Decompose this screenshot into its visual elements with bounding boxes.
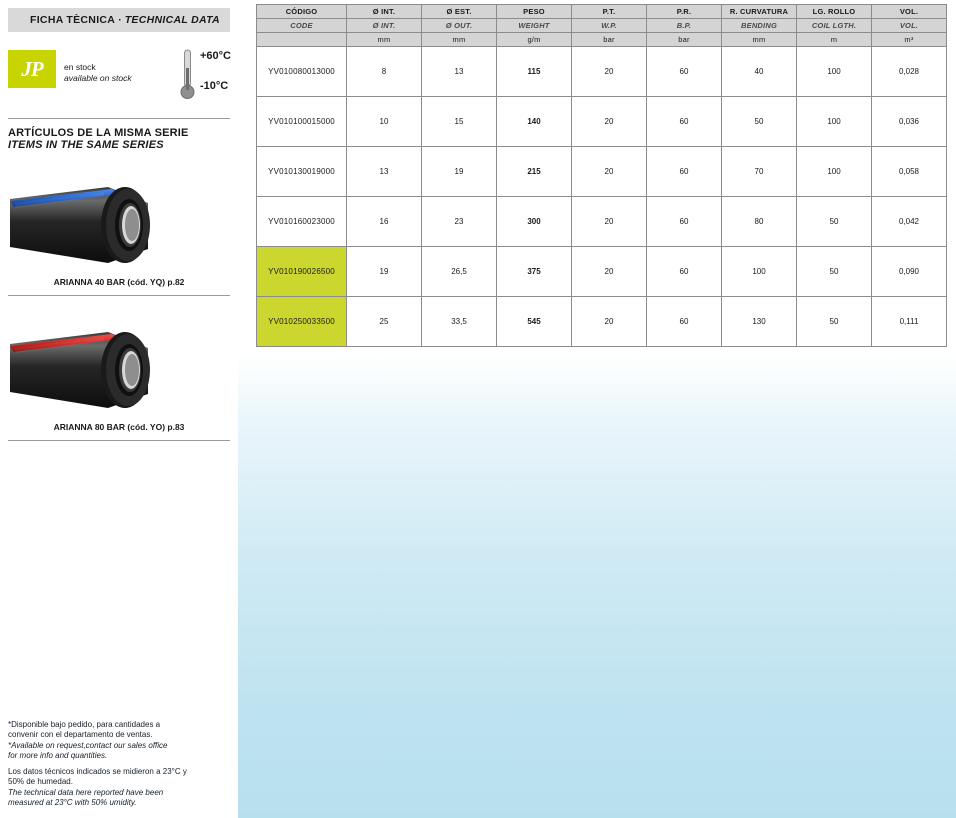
header-title-es: FICHA TÈCNICA bbox=[30, 14, 116, 26]
series-item-2[interactable] bbox=[8, 308, 230, 441]
cell-volume: 0,028 bbox=[872, 47, 947, 97]
cell-bending-radius: 80 bbox=[722, 197, 797, 247]
cell-outer-diameter: 33,5 bbox=[422, 297, 497, 347]
th-outer-diameter-en: Ø OUT. bbox=[422, 19, 497, 33]
th-working-pressure-es: P.T. bbox=[572, 5, 647, 19]
table-row[interactable] bbox=[257, 197, 947, 247]
technical-data-table bbox=[256, 4, 947, 347]
series-item-1-caption: ARIANNA 40 BAR (cód. YQ) p.82 bbox=[53, 277, 185, 287]
th-unit-volume: m³ bbox=[872, 33, 947, 47]
cell-burst-pressure: 60 bbox=[647, 247, 722, 297]
cell-bending-radius: 70 bbox=[722, 147, 797, 197]
table-header-row-units bbox=[257, 33, 947, 47]
series-divider-2 bbox=[8, 440, 230, 441]
cell-outer-diameter: 19 bbox=[422, 147, 497, 197]
stock-label-es: en stock bbox=[64, 62, 96, 72]
footnote-2-es-line1: Los datos técnicos indicados se midieron a 23°C y bbox=[8, 767, 187, 777]
hose-image-blue bbox=[8, 163, 230, 273]
th-unit-working-pressure: bar bbox=[572, 33, 647, 47]
cell-coil-length: 50 bbox=[797, 297, 872, 347]
cell-inner-diameter: 10 bbox=[347, 97, 422, 147]
stock-label-en: available on stock bbox=[64, 72, 132, 83]
th-burst-pressure-es: P.R. bbox=[647, 5, 722, 19]
cell-weight: 115 bbox=[497, 47, 572, 97]
temperature-range-indicator bbox=[178, 46, 230, 102]
temperature-min-label: -10°C bbox=[200, 80, 229, 92]
th-unit-outer-diameter: mm bbox=[422, 33, 497, 47]
footnote-1-es-line2: convenir con el departamento de ventas. bbox=[8, 730, 153, 740]
th-inner-diameter-es: Ø INT. bbox=[347, 5, 422, 19]
table-body bbox=[257, 47, 947, 347]
footnote-2-en-line1: The technical data here reported have been bbox=[8, 787, 164, 797]
cell-code: YV010130019000 bbox=[257, 147, 347, 197]
cell-outer-diameter: 15 bbox=[422, 97, 497, 147]
table-header-row-es bbox=[257, 5, 947, 19]
table-row[interactable] bbox=[257, 97, 947, 147]
cell-burst-pressure: 60 bbox=[647, 297, 722, 347]
cell-volume: 0,058 bbox=[872, 147, 947, 197]
header-separator: · bbox=[118, 14, 122, 26]
cell-coil-length: 100 bbox=[797, 147, 872, 197]
cell-coil-length: 50 bbox=[797, 197, 872, 247]
cell-burst-pressure: 60 bbox=[647, 97, 722, 147]
th-volume-en: VOL. bbox=[872, 19, 947, 33]
cell-code: YV010190026500 bbox=[257, 247, 347, 297]
table-header-row-en bbox=[257, 19, 947, 33]
same-series-title-es: ARTÍCULOS DE LA MISMA SERIE bbox=[8, 127, 189, 139]
thermometer-icon bbox=[178, 46, 198, 102]
temperature-max-label: +60°C bbox=[200, 50, 232, 62]
technical-data-table-wrapper bbox=[256, 4, 947, 347]
cell-working-pressure: 20 bbox=[572, 297, 647, 347]
cell-inner-diameter: 16 bbox=[347, 197, 422, 247]
th-unit-coil-length: m bbox=[797, 33, 872, 47]
stock-and-temperature-row bbox=[8, 50, 230, 108]
cell-burst-pressure: 60 bbox=[647, 197, 722, 247]
cell-bending-radius: 100 bbox=[722, 247, 797, 297]
cell-coil-length: 100 bbox=[797, 97, 872, 147]
cell-burst-pressure: 60 bbox=[647, 147, 722, 197]
cell-working-pressure: 20 bbox=[572, 47, 647, 97]
same-series-heading bbox=[8, 118, 230, 151]
cell-outer-diameter: 26,5 bbox=[422, 247, 497, 297]
cell-working-pressure: 20 bbox=[572, 97, 647, 147]
cell-weight: 140 bbox=[497, 97, 572, 147]
th-unit-bending-radius: mm bbox=[722, 33, 797, 47]
cell-volume: 0,036 bbox=[872, 97, 947, 147]
cell-weight: 215 bbox=[497, 147, 572, 197]
table-row[interactable] bbox=[257, 147, 947, 197]
th-unit-burst-pressure: bar bbox=[647, 33, 722, 47]
footnote-2-es-line2: 50% de humedad. bbox=[8, 777, 73, 787]
th-bending-radius-en: BENDING bbox=[722, 19, 797, 33]
cell-volume: 0,090 bbox=[872, 247, 947, 297]
table-row[interactable] bbox=[257, 297, 947, 347]
footnote-1-en-line1: *Available on request,contact our sales office bbox=[8, 740, 168, 750]
cell-bending-radius: 40 bbox=[722, 47, 797, 97]
cell-outer-diameter: 23 bbox=[422, 197, 497, 247]
cell-inner-diameter: 25 bbox=[347, 297, 422, 347]
table-row[interactable] bbox=[257, 247, 947, 297]
th-volume-es: VOL. bbox=[872, 5, 947, 19]
cell-volume: 0,042 bbox=[872, 197, 947, 247]
th-inner-diameter-en: Ø INT. bbox=[347, 19, 422, 33]
cell-code: YV010080013000 bbox=[257, 47, 347, 97]
th-outer-diameter-es: Ø EST. bbox=[422, 5, 497, 19]
th-coil-length-es: LG. ROLLO bbox=[797, 5, 872, 19]
jp-logo bbox=[8, 50, 56, 88]
footnote-2-en-line2: measured at 23°C with 50% umidity. bbox=[8, 797, 137, 807]
table-row[interactable] bbox=[257, 47, 947, 97]
series-item-1[interactable] bbox=[8, 163, 230, 296]
series-item-2-caption: ARIANNA 80 BAR (cód. YO) p.83 bbox=[53, 422, 185, 432]
same-series-title-en: ITEMS IN THE SAME SERIES bbox=[8, 139, 164, 151]
cell-working-pressure: 20 bbox=[572, 197, 647, 247]
th-coil-length-en: COIL LGTH. bbox=[797, 19, 872, 33]
cell-working-pressure: 20 bbox=[572, 147, 647, 197]
cell-weight: 375 bbox=[497, 247, 572, 297]
series-divider-1 bbox=[8, 295, 230, 296]
th-working-pressure-en: W.P. bbox=[572, 19, 647, 33]
cell-inner-diameter: 8 bbox=[347, 47, 422, 97]
stock-availability-text bbox=[64, 62, 132, 83]
cell-working-pressure: 20 bbox=[572, 247, 647, 297]
th-weight-en: WEIGHT bbox=[497, 19, 572, 33]
th-code-es: CÓDIGO bbox=[257, 5, 347, 19]
jp-logo-text: JP bbox=[21, 56, 43, 81]
cell-weight: 545 bbox=[497, 297, 572, 347]
hose-image-red bbox=[8, 308, 230, 418]
th-unit-inner-diameter: mm bbox=[347, 33, 422, 47]
cell-coil-length: 50 bbox=[797, 247, 872, 297]
cell-code: YV010100015000 bbox=[257, 97, 347, 147]
cell-outer-diameter: 13 bbox=[422, 47, 497, 97]
th-unit-code bbox=[257, 33, 347, 47]
cell-coil-length: 100 bbox=[797, 47, 872, 97]
technical-data-header-bar bbox=[8, 8, 230, 32]
cell-weight: 300 bbox=[497, 197, 572, 247]
footnote-measurement-note bbox=[8, 767, 238, 808]
cell-volume: 0,111 bbox=[872, 297, 947, 347]
header-title-en: TECHNICAL DATA bbox=[124, 14, 220, 26]
th-bending-radius-es: R. CURVATURA bbox=[722, 5, 797, 19]
cell-code: YV010160023000 bbox=[257, 197, 347, 247]
footnote-order-note bbox=[8, 720, 238, 761]
footnotes bbox=[8, 720, 238, 814]
footnote-1-en-line2: for more info and quantities. bbox=[8, 750, 108, 760]
th-burst-pressure-en: B.P. bbox=[647, 19, 722, 33]
th-unit-weight: g/m bbox=[497, 33, 572, 47]
cell-bending-radius: 130 bbox=[722, 297, 797, 347]
footnote-1-es-line1: *Disponible bajo pedido, para cantidades a bbox=[8, 720, 161, 730]
cell-burst-pressure: 60 bbox=[647, 47, 722, 97]
cell-inner-diameter: 19 bbox=[347, 247, 422, 297]
table-head bbox=[257, 5, 947, 47]
cell-code: YV010250033500 bbox=[257, 297, 347, 347]
cell-inner-diameter: 13 bbox=[347, 147, 422, 197]
th-code-en: CODE bbox=[257, 19, 347, 33]
th-weight-es: PESO bbox=[497, 5, 572, 19]
left-column bbox=[8, 8, 230, 441]
cell-bending-radius: 50 bbox=[722, 97, 797, 147]
